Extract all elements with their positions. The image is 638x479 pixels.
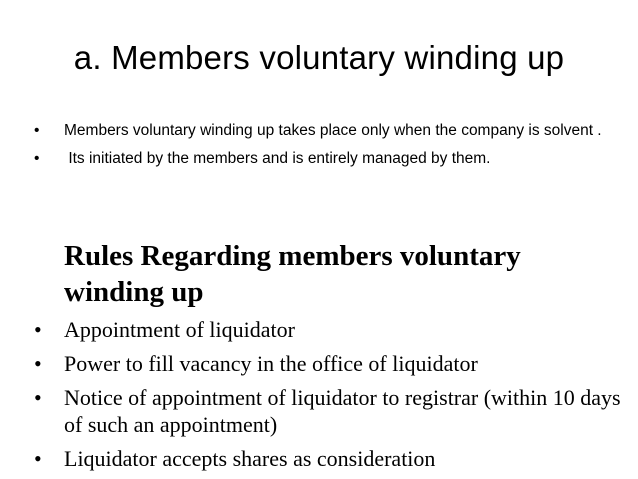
rules-bullet-item: • Notice of appointment of liquidator to registrar (within 10 days of such an appointment) (34, 384, 634, 438)
rules-bullet-list (34, 316, 634, 479)
intro-bullet-item: • Members voluntary winding up takes place only when the company is solvent . (34, 120, 614, 142)
rules-bullet-item: • Appointment of liquidator (34, 316, 634, 343)
rules-bullet-item: • Power to fill vacancy in the office of liquidator (34, 350, 634, 377)
rules-bullet-item: • Liquidator accepts shares as consideration (34, 445, 634, 472)
slide-title: a. Members voluntary winding up (73, 39, 565, 76)
intro-bullet-list (34, 120, 614, 176)
intro-bullet-item: • Its initiated by the members and is entirely managed by them. (34, 148, 614, 170)
rules-subheading: Rules Regarding members voluntary winding up (64, 240, 521, 308)
